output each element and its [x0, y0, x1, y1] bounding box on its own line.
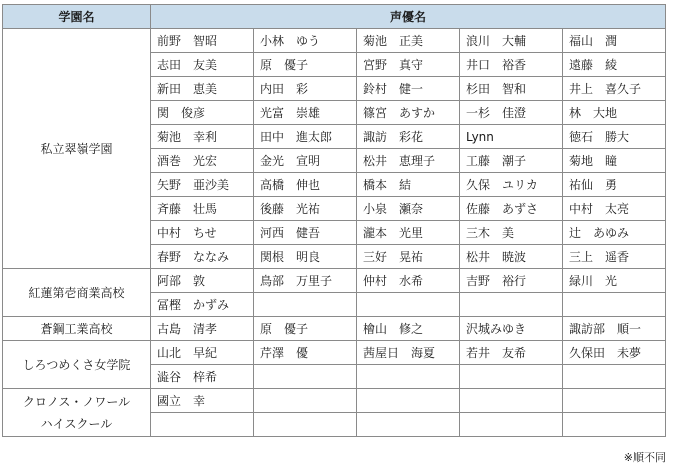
- cast-name: 仲村 水希: [357, 269, 460, 293]
- cast-name: 中村 太亮: [563, 197, 666, 221]
- cast-name: 小泉 瀬奈: [357, 197, 460, 221]
- cast-name: 三上 遥香: [563, 245, 666, 269]
- cast-name: 金光 宣明: [254, 149, 357, 173]
- cast-name: 春野 ななみ: [151, 245, 254, 269]
- cast-name: [563, 389, 666, 413]
- cast-column-header: 声優名: [151, 5, 666, 29]
- cast-name: 若井 友希: [460, 341, 563, 365]
- cast-name: 関 俊彦: [151, 101, 254, 125]
- cast-table: [2, 4, 666, 437]
- cast-name: 酒巻 光宏: [151, 149, 254, 173]
- cast-name: 原 優子: [254, 53, 357, 77]
- cast-name: 阿部 敦: [151, 269, 254, 293]
- cast-name: 菊池 正美: [357, 29, 460, 53]
- cast-name: 篠宮 あすか: [357, 101, 460, 125]
- cast-name: 宮野 真守: [357, 53, 460, 77]
- cast-name: 原 優子: [254, 317, 357, 341]
- cast-name: 鳥部 万里子: [254, 269, 357, 293]
- school-name: しろつめくさ女学院: [3, 341, 151, 389]
- cast-name: 工藤 潮子: [460, 149, 563, 173]
- cast-name: [460, 389, 563, 413]
- cast-name: 後藤 光祐: [254, 197, 357, 221]
- cast-name: [254, 365, 357, 389]
- cast-name: 辻 あゆみ: [563, 221, 666, 245]
- cast-name: 諏訪部 順一: [563, 317, 666, 341]
- cast-name: 瀧本 光里: [357, 221, 460, 245]
- cast-name: [357, 389, 460, 413]
- cast-name: 小林 ゆう: [254, 29, 357, 53]
- cast-name: 関根 明良: [254, 245, 357, 269]
- cast-name: 志田 友美: [151, 53, 254, 77]
- cast-name: [563, 365, 666, 389]
- cast-name: 光富 崇雄: [254, 101, 357, 125]
- table-row: [3, 341, 666, 365]
- cast-name: 三木 美: [460, 221, 563, 245]
- cast-name: [151, 413, 254, 437]
- cast-name: 井上 喜久子: [563, 77, 666, 101]
- cast-name: 山北 早紀: [151, 341, 254, 365]
- cast-name: [357, 365, 460, 389]
- cast-name: 河西 健吾: [254, 221, 357, 245]
- cast-name: 古島 清孝: [151, 317, 254, 341]
- header-row: [3, 5, 666, 29]
- cast-name: [460, 365, 563, 389]
- cast-name: [254, 293, 357, 317]
- cast-name: 茜屋日 海夏: [357, 341, 460, 365]
- cast-name: 鈴村 健一: [357, 77, 460, 101]
- cast-name: 國立 幸: [151, 389, 254, 413]
- school-column-header: 学園名: [3, 5, 151, 29]
- cast-name: 遠藤 綾: [563, 53, 666, 77]
- cast-name: 澁谷 梓希: [151, 365, 254, 389]
- cast-name: 斉藤 壮馬: [151, 197, 254, 221]
- school-name: 私立翠嶺学園: [3, 29, 151, 269]
- cast-name: 井口 裕香: [460, 53, 563, 77]
- cast-name: [254, 413, 357, 437]
- cast-name: 菊地 瞳: [563, 149, 666, 173]
- cast-name: 新田 恵美: [151, 77, 254, 101]
- cast-name: 緑川 光: [563, 269, 666, 293]
- cast-name: 橋本 結: [357, 173, 460, 197]
- cast-name: 林 大地: [563, 101, 666, 125]
- cast-name: [357, 293, 460, 317]
- table-row: [3, 317, 666, 341]
- cast-name: [357, 413, 460, 437]
- school-name: クロノス・ノワール ハイスクール: [3, 389, 151, 437]
- cast-name: 檜山 修之: [357, 317, 460, 341]
- cast-name: 菊池 幸利: [151, 125, 254, 149]
- cast-name: 松井 恵理子: [357, 149, 460, 173]
- school-name: 蒼鋼工業高校: [3, 317, 151, 341]
- cast-name: 内田 彩: [254, 77, 357, 101]
- cast-name: [460, 413, 563, 437]
- cast-name: 松井 暁波: [460, 245, 563, 269]
- cast-name: 諏訪 彩花: [357, 125, 460, 149]
- cast-name: 一杉 佳澄: [460, 101, 563, 125]
- cast-name: 三好 晃祐: [357, 245, 460, 269]
- cast-name: [460, 293, 563, 317]
- cast-name: 浪川 大輔: [460, 29, 563, 53]
- unordered-note: ※順不同: [623, 451, 666, 464]
- cast-name: [254, 389, 357, 413]
- cast-name: 福山 潤: [563, 29, 666, 53]
- cast-name: [563, 413, 666, 437]
- cast-name: Lynn: [460, 125, 563, 149]
- table-row: [3, 389, 666, 413]
- table-body: [3, 29, 666, 437]
- cast-name: 久保 ユリカ: [460, 173, 563, 197]
- cast-name: [563, 293, 666, 317]
- cast-name: 佐藤 あずさ: [460, 197, 563, 221]
- table-row: [3, 269, 666, 293]
- cast-name: 矢野 亜沙美: [151, 173, 254, 197]
- cast-name: 杉田 智和: [460, 77, 563, 101]
- cast-name: 田中 進太郎: [254, 125, 357, 149]
- cast-name: 久保田 未夢: [563, 341, 666, 365]
- school-name: 紅蓮第壱商業高校: [3, 269, 151, 317]
- cast-name: 高橋 伸也: [254, 173, 357, 197]
- cast-name: 吉野 裕行: [460, 269, 563, 293]
- cast-name: 徳石 勝大: [563, 125, 666, 149]
- cast-name: 祐仙 勇: [563, 173, 666, 197]
- cast-name: 冨樫 かずみ: [151, 293, 254, 317]
- cast-name: 中村 ちせ: [151, 221, 254, 245]
- table-row: [3, 29, 666, 53]
- cast-name: 沢城みゆき: [460, 317, 563, 341]
- cast-name: 芹澤 優: [254, 341, 357, 365]
- cast-name: 前野 智昭: [151, 29, 254, 53]
